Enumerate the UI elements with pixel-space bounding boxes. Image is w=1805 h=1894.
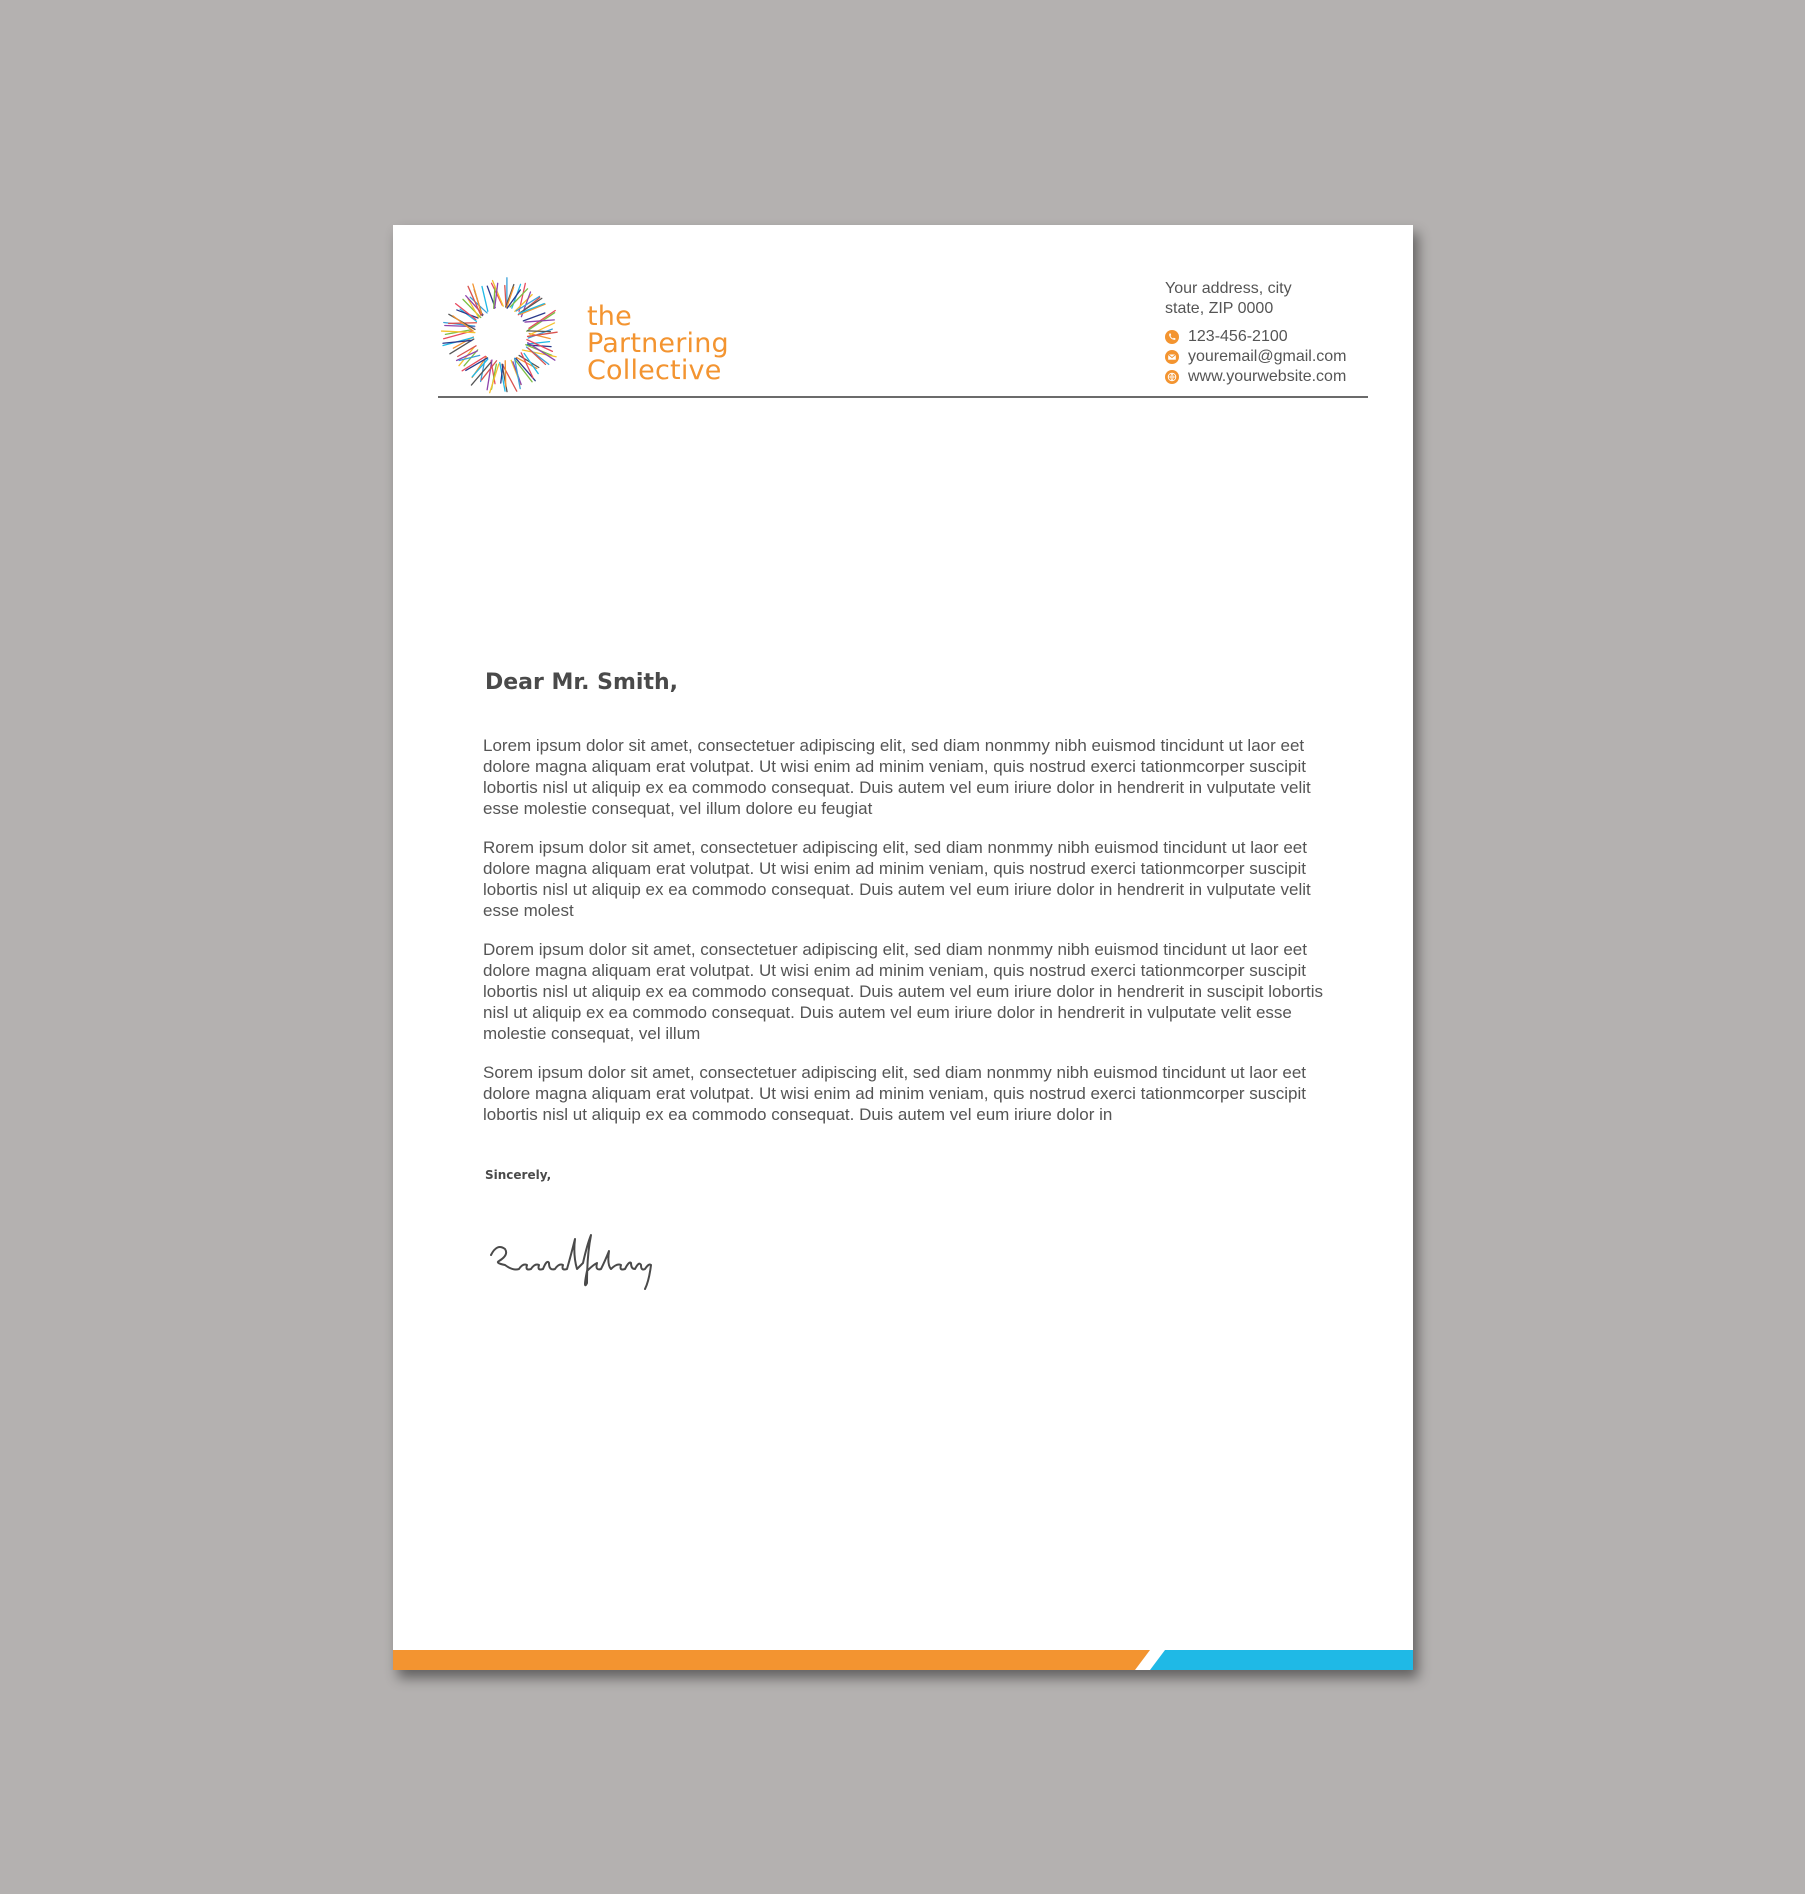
globe-icon — [1165, 370, 1179, 384]
company-name-line-2: Partnering — [587, 328, 729, 359]
logo-ray — [482, 286, 488, 311]
company-name-line-1: the — [587, 301, 632, 332]
letterhead-page — [393, 225, 1413, 1670]
contact-email-row — [1165, 347, 1347, 367]
logo-ray — [505, 286, 506, 308]
header-divider — [438, 396, 1368, 398]
letter-greeting: Dear Mr. Smith, — [485, 670, 679, 695]
letter-paragraph-3: Dorem ipsum dolor sit amet, consectetuer adipiscing elit, sed diam nonmmy nibh euismod tincidunt ut laor eet dolore magna aliquam erat volutpat. Ut wisi enim ad minim veniam, quis nostrud exerci tationmcorper suscipit lobortis nisl ut aliquip ex ea commodo consequat. Duis autem vel eum iriure dolor in hendrerit in suscipit lobortis nisl ut aliquip ex ea commodo consequat. Duis autem vel eum iriure dolor in hendrerit in vulputate velit esse molestie consequat, vel illum — [483, 940, 1324, 1043]
company-name-line-3: Collective — [587, 355, 722, 386]
website-url[interactable]: www.yourwebsite.com — [1188, 368, 1347, 385]
contact-phone-row — [1165, 327, 1347, 347]
logo-ray — [528, 331, 551, 332]
footer-color-bar — [393, 1650, 1413, 1670]
letter-paragraph-4: Sorem ipsum dolor sit amet, consectetuer adipiscing elit, sed diam nonmmy nibh euismod tincidunt ut laor eet dolore magna aliquam erat volutpat. Ut wisi enim ad minim veniam, quis nostrud exerci tationmcorper suscipit lobortis nisl ut aliquip ex ea commodo consequat. Duis autem vel eum iriure dolor in — [483, 1063, 1307, 1124]
address-line-1: Your address, city — [1165, 280, 1292, 297]
handwritten-signature — [483, 1225, 663, 1295]
logo-ray — [505, 361, 506, 387]
letter-paragraph-1: Lorem ipsum dolor sit amet, consectetuer adipiscing elit, sed diam nonmmy nibh euismod tincidunt ut laor eet dolore magna aliquam erat volutpat. Ut wisi enim ad minim veniam, quis nostrud exerci tationmcorper suscipit lobortis nisl ut aliquip ex ea commodo consequat. Duis autem vel eum iriure dolor in hendrerit in vulputate velit esse molestie consequat, vel illum dolore eu feugiat — [483, 736, 1311, 818]
email-address[interactable]: youremail@gmail.com — [1188, 348, 1347, 365]
letter-paragraph-2: Rorem ipsum dolor sit amet, consectetuer adipiscing elit, sed diam nonmmy nibh euismod tincidunt ut laor eet dolore magna aliquam erat volutpat. Ut wisi enim ad minim veniam, quis nostrud exerci tationmcorper suscipit lobortis nisl ut aliquip ex ea commodo consequat. Duis autem vel eum iriure dolor in hendrerit in vulputate velit esse molest — [483, 838, 1311, 920]
phone-icon — [1165, 330, 1179, 344]
logo-ray — [529, 311, 555, 329]
address-line-2: state, ZIP 0000 — [1165, 300, 1274, 317]
envelope-icon — [1165, 350, 1179, 364]
company-name — [587, 303, 729, 384]
phone-number: 123-456-2100 — [1188, 328, 1288, 345]
contact-block — [1165, 279, 1347, 387]
logo-icon — [441, 275, 561, 395]
contact-website-row — [1165, 367, 1347, 387]
letter-closing: Sincerely, — [485, 1168, 552, 1182]
address — [1165, 279, 1347, 319]
letter-body — [483, 735, 1325, 1143]
